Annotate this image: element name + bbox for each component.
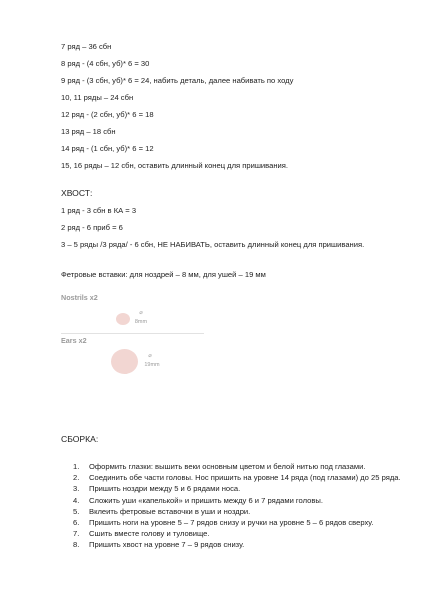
nostrils-label: Nostrils x2 [61, 293, 98, 302]
ear-felt-circle [111, 349, 138, 374]
row-9: 9 ряд - (3 сбн, уб)* 6 = 24, набить деталь, далее набивать по ходу [61, 76, 294, 85]
nostril-felt-circle [116, 313, 130, 325]
assembly-step: 6. Пришить ноги на уровне 5 – 7 рядов снизу и ручки на уровне 5 – 6 рядов сверху. [73, 518, 374, 528]
assembly-step: 1. Оформить глазки: вышить веки основным цветом и белой нитью под глазами. [73, 462, 366, 471]
assembly-heading: СБОРКА: [61, 434, 99, 444]
tail-row-1: 1 ряд - 3 сбн в КА = 3 [61, 206, 137, 215]
felt-note: Фетровые вставки: для ноздрей – 8 мм, для ушей – 19 мм [61, 270, 266, 279]
nostril-diameter-symbol: ⌀ [139, 310, 143, 316]
row-14: 14 ряд - (1 сбн, уб)* 6 = 12 [61, 144, 154, 153]
tail-heading: ХВОСТ: [61, 188, 93, 198]
row-7: 7 ряд – 36 сбн [61, 42, 112, 51]
ear-size-label: 19mm [144, 362, 160, 368]
row-13: 13 ряд – 18 сбн [61, 127, 116, 136]
assembly-step: 4. Сложить уши «капелькой» и пришить между 6 и 7 рядами головы. [73, 495, 323, 505]
assembly-step: 5. Вклеить фетровые вставочки в уши и ноздри. [73, 506, 251, 516]
ears-label: Ears x2 [61, 336, 87, 345]
assembly-step: 2. Соединить обе части головы. Нос пришить на уровне 14 ряда (под глазами) до 25 ряда. [73, 473, 401, 483]
row-8: 8 ряд - (4 сбн, уб)* 6 = 30 [61, 59, 150, 68]
assembly-steps [61, 461, 401, 551]
tail-row-3-5: 3 – 5 ряды /3 ряда/ - 6 сбн, НЕ НАБИВАТЬ, оставить длинный конец для пришивания. [61, 240, 365, 249]
assembly-step: 3. Пришить ноздри между 5 и 6 рядами носа. [73, 484, 241, 494]
tail-row-2: 2 ряд - 6 приб = 6 [61, 223, 123, 232]
row-12: 12 ряд - (2 сбн, уб)* 6 = 18 [61, 110, 154, 119]
figure-divider [61, 333, 204, 334]
assembly-step: 7. Сшить вместе голову и туловище. [73, 529, 210, 539]
ear-diameter-symbol: ⌀ [148, 353, 152, 359]
row-10-11: 10, 11 ряды – 24 сбн [61, 93, 134, 102]
assembly-step: 8. Пришить хвост на уровне 7 – 9 рядов снизу. [73, 540, 245, 550]
row-15-16: 15, 16 ряды – 12 сбн, оставить длинный конец для пришивания. [61, 161, 289, 170]
nostril-size-label: 8mm [134, 319, 148, 325]
